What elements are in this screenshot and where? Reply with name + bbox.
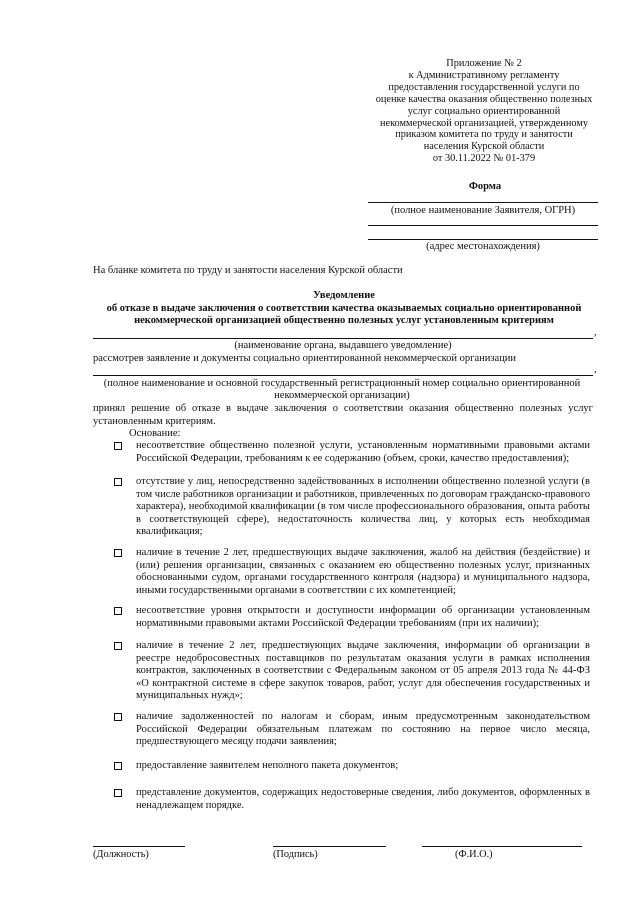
reason-text: несоответствие общественно полезной услуги, установленным нормативными правовыми актами Российской Федерации, требованиям к ее содержанию (объем, сроки, качество предоставления); (136, 440, 590, 464)
appendix-line: некоммерческой организацией, утвержденному (379, 117, 589, 129)
reason-checkbox[interactable] (114, 789, 122, 797)
appendix-line: населения Курской области (423, 141, 545, 153)
reason-checkbox[interactable] (114, 442, 122, 450)
applicant-caption: (полное наименование Заявителя, ОГРН) (390, 205, 576, 216)
reason-item (116, 640, 590, 703)
appendix-line: оценке качества оказания общественно полезных (375, 93, 593, 105)
address-caption: (адрес местонахождения) (426, 241, 540, 252)
fullname-caption: (Ф.И.О.) (455, 849, 493, 860)
signature-line (273, 846, 386, 847)
fullname-line (422, 846, 582, 847)
decision-text: принял решение об отказе в выдаче заключения о соответствии оказания общественно полезных услуг установленным критериям. (93, 403, 593, 427)
appendix-line: к Административному регламенту (408, 69, 560, 81)
reason-text: представление документов, содержащих недостоверные сведения, либо документов, оформленных в ненадлежащем порядке. (136, 787, 590, 811)
organization-comma: , (594, 364, 597, 375)
appendix-line: услуг социально ориентированной (407, 105, 561, 117)
reason-checkbox[interactable] (114, 642, 122, 650)
reason-checkbox[interactable] (114, 478, 122, 486)
appendix-line: приказом комитета по труду и занятости (395, 129, 573, 141)
reason-item (116, 476, 590, 539)
appendix-block (366, 58, 602, 165)
reason-item (116, 440, 590, 465)
appendix-line: предоставления государственной услуги по (388, 81, 580, 93)
reason-item (116, 547, 590, 597)
position-caption: (Должность) (93, 849, 149, 860)
organization-caption: некоммерческой организации) (274, 390, 410, 401)
reason-item (116, 787, 590, 812)
issuer-line (93, 338, 593, 339)
reason-text: несоответствие уровня открытости и доступности информации об организации установленным нормативными правовыми актами Российской Федерации требованиям (при их наличии); (136, 605, 590, 629)
reason-text: наличие в течение 2 лет, предшествующих выдаче заключения, информации об организации в реестре недобросовестных поставщиков по результатам оказания услуги в рамках исполнения контрактов, заключенных в соответствии с Федеральным законом от 05 апреля 2013 года № 44-ФЗ «О контрактной системе в сфере закупок товаров, работ, услуг для обеспечения государственных и муниципальных нужд»; (136, 640, 590, 702)
issuer-caption: (наименование органа, выдавшего уведомление) (234, 340, 452, 351)
appendix-line: от 30.11.2022 № 01-379 (432, 153, 536, 165)
notice-subtitle: об отказе в выдаче заключения о соответствии качества оказываемых социально ориентированной (106, 303, 582, 314)
notice-subtitle: некоммерческой организацией общественно полезных услуг установленным критериям (134, 315, 554, 326)
reason-text: предоставление заявителем неполного пакета документов; (136, 760, 399, 771)
appendix-line: Приложение № 2 (446, 58, 522, 69)
considered-text: рассмотрев заявление и документы социально ориентированной некоммерческой организации (93, 353, 517, 364)
organization-caption: (полное наименование и основной государственный регистрационный номер социально ориентированной (103, 378, 581, 389)
reason-text: наличие задолженностей по налогам и сборам, иным предусмотренным законодательством Российской Федерации обязательным платежам по состоянию на первое число месяца, предшествующего месяцу подачи заявления; (136, 711, 590, 748)
reason-checkbox[interactable] (114, 762, 122, 770)
reason-item (116, 760, 590, 773)
signature-caption: (Подпись) (273, 849, 318, 860)
letterhead-note: На бланке комитета по труду и занятости населения Курской области (93, 265, 403, 276)
reason-text: отсутствие у лиц, непосредственно задействованных в исполнении общественно полезной услуги (в том числе работников организации и работников, привлеченных по договорам гражданско-правового характера), необходимой квалификации (в том числе профессионального образования, опыта работы в соответствующей сфере), недостаточность количества лиц, у которых есть необходимая квалификация; (136, 476, 590, 538)
address-line-2 (368, 239, 598, 240)
organization-line (93, 375, 593, 376)
reason-checkbox[interactable] (114, 713, 122, 721)
position-line (93, 846, 185, 847)
reason-checkbox[interactable] (114, 607, 122, 615)
issuer-comma: , (594, 327, 597, 338)
form-title: Форма (468, 181, 502, 192)
reason-text: наличие в течение 2 лет, предшествующих выдаче заключения, жалоб на действия (бездействие) и (или) решения организации, связанных с оказанием ею общественно полезных услуг, признанных обоснованными судом, органами государственного контроля (надзора) и муниципального надзора, иными государственными органами в соответствии с их компетенцией; (136, 547, 590, 596)
reason-item (116, 711, 590, 749)
notice-title: Уведомление (313, 290, 375, 301)
applicant-line (368, 202, 598, 203)
reason-checkbox[interactable] (114, 549, 122, 557)
address-line-1 (368, 225, 598, 226)
basis-label: Основание: (129, 428, 181, 439)
reason-item (116, 605, 590, 630)
